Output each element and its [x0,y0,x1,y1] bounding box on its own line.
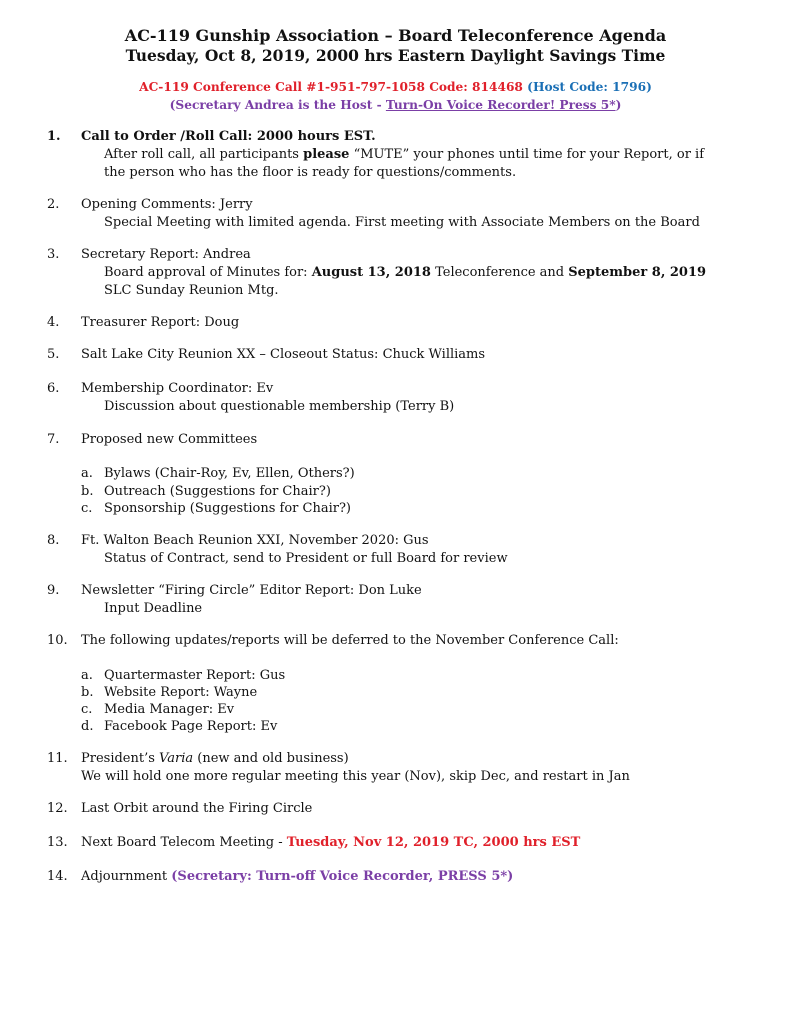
item-11-detail: We will hold one more regular meeting this year (Nov), skip Dec, and restart in Jan [81,769,630,784]
item-number: 12. [47,801,68,816]
call-number: AC-119 Conference Call #1-951-797-1058 Code: 814468 [139,80,523,94]
detail-text: Teleconference and [430,265,569,280]
item-number: 14. [47,869,68,884]
item-title [81,751,349,767]
title-text: Next Board Telecom Meeting - [81,835,287,850]
item-6-detail: Discussion about questionable membership (Terry B) [104,399,455,414]
sub-item-text: Facebook Page Report: Ev [104,719,278,734]
detail-date: September 8, 2019 [568,265,707,280]
item-9-detail: Input Deadline [104,601,203,616]
sub-item-text: Sponsorship (Suggestions for Chair?) [104,501,352,516]
item-title: Treasurer Report: Doug [81,315,240,330]
item-1-detail-1 [104,147,704,163]
next-meeting-date: Tuesday, Nov 12, 2019 TC, 2000 hrs EST [286,835,581,850]
title-text: President’s [81,751,160,766]
host-note-suffix: ) [615,98,622,112]
sub-item-letter: b. [81,484,94,499]
item-8-detail: Status of Contract, send to President or full Board for review [104,551,508,566]
item-3-detail-1 [104,265,706,281]
item-number: 10. [47,633,68,648]
item-number: 1. [47,129,61,144]
item-title: The following updates/reports will be deferred to the November Conference Call: [81,633,619,648]
item-number: 6. [47,381,60,396]
item-title: Salt Lake City Reunion XX – Closeout Status: Chuck Williams [81,347,486,362]
item-number: 2. [47,197,60,212]
sub-item-letter: c. [81,501,93,516]
item-title: Ft. Walton Beach Reunion XXI, November 2020: Gus [81,533,429,548]
item-3-detail-2: SLC Sunday Reunion Mtg. [104,283,279,298]
item-number: 7. [47,432,60,447]
detail-date: August 13, 2018 [311,265,431,280]
item-number: 5. [47,347,60,362]
item-number: 4. [47,315,60,330]
item-title: Last Orbit around the Firing Circle [81,801,313,816]
recorder-instruction: Turn-On Voice Recorder! Press 5* [385,98,616,112]
sub-item-text: Bylaws (Chair-Roy, Ev, Ellen, Others?) [104,466,355,481]
item-number: 3. [47,247,60,262]
detail-text: After roll call, all participants [104,147,304,162]
title-text: (new and old business) [193,751,349,766]
item-title: Opening Comments: Jerry [81,197,253,212]
detail-text: Board approval of Minutes for: [104,265,312,280]
page-title: AC-119 Gunship Association – Board Teleconference Agenda [124,26,667,45]
item-number: 13. [47,835,68,850]
item-title: Secretary Report: Andrea [81,247,251,262]
title-text: Adjournment [81,869,172,884]
title-emphasis: Varia [159,751,194,766]
detail-text: “MUTE” your phones until time for your Report, or if [349,147,705,162]
adjournment-instruction: (Secretary: Turn-off Voice Recorder, PRESS 5*) [171,869,514,884]
sub-item-text: Media Manager: Ev [104,702,235,717]
item-number: 8. [47,533,60,548]
item-1-detail-2: the person who has the floor is ready for questions/comments. [104,165,517,180]
host-code: (Host Code: 1796) [527,80,652,94]
item-title [81,869,513,885]
sub-item-text: Website Report: Wayne [104,685,258,700]
conference-call-info [0,80,791,94]
item-number: 11. [47,751,68,766]
sub-item-letter: d. [81,719,94,734]
item-number: 9. [47,583,60,598]
sub-item-letter: b. [81,685,94,700]
sub-item-letter: c. [81,702,93,717]
item-title: Newsletter “Firing Circle” Editor Report: Don Luke [81,583,422,598]
sub-item-text: Outreach (Suggestions for Chair?) [104,484,331,499]
detail-emphasis: please [303,147,350,162]
sub-item-letter: a. [81,466,93,481]
item-title [81,835,580,851]
item-title: Membership Coordinator: Ev [81,381,274,396]
sub-item-letter: a. [81,668,93,683]
host-note-prefix: (Secretary Andrea is the Host - [169,98,386,112]
host-note [0,98,791,112]
item-title: Call to Order /Roll Call: 2000 hours EST. [81,129,376,144]
item-2-detail: Special Meeting with limited agenda. First meeting with Associate Members on the Board [104,215,700,230]
item-title: Proposed new Committees [81,432,258,447]
sub-item-text: Quartermaster Report: Gus [104,668,286,683]
page-subtitle: Tuesday, Oct 8, 2019, 2000 hrs Eastern Daylight Savings Time [125,46,666,65]
